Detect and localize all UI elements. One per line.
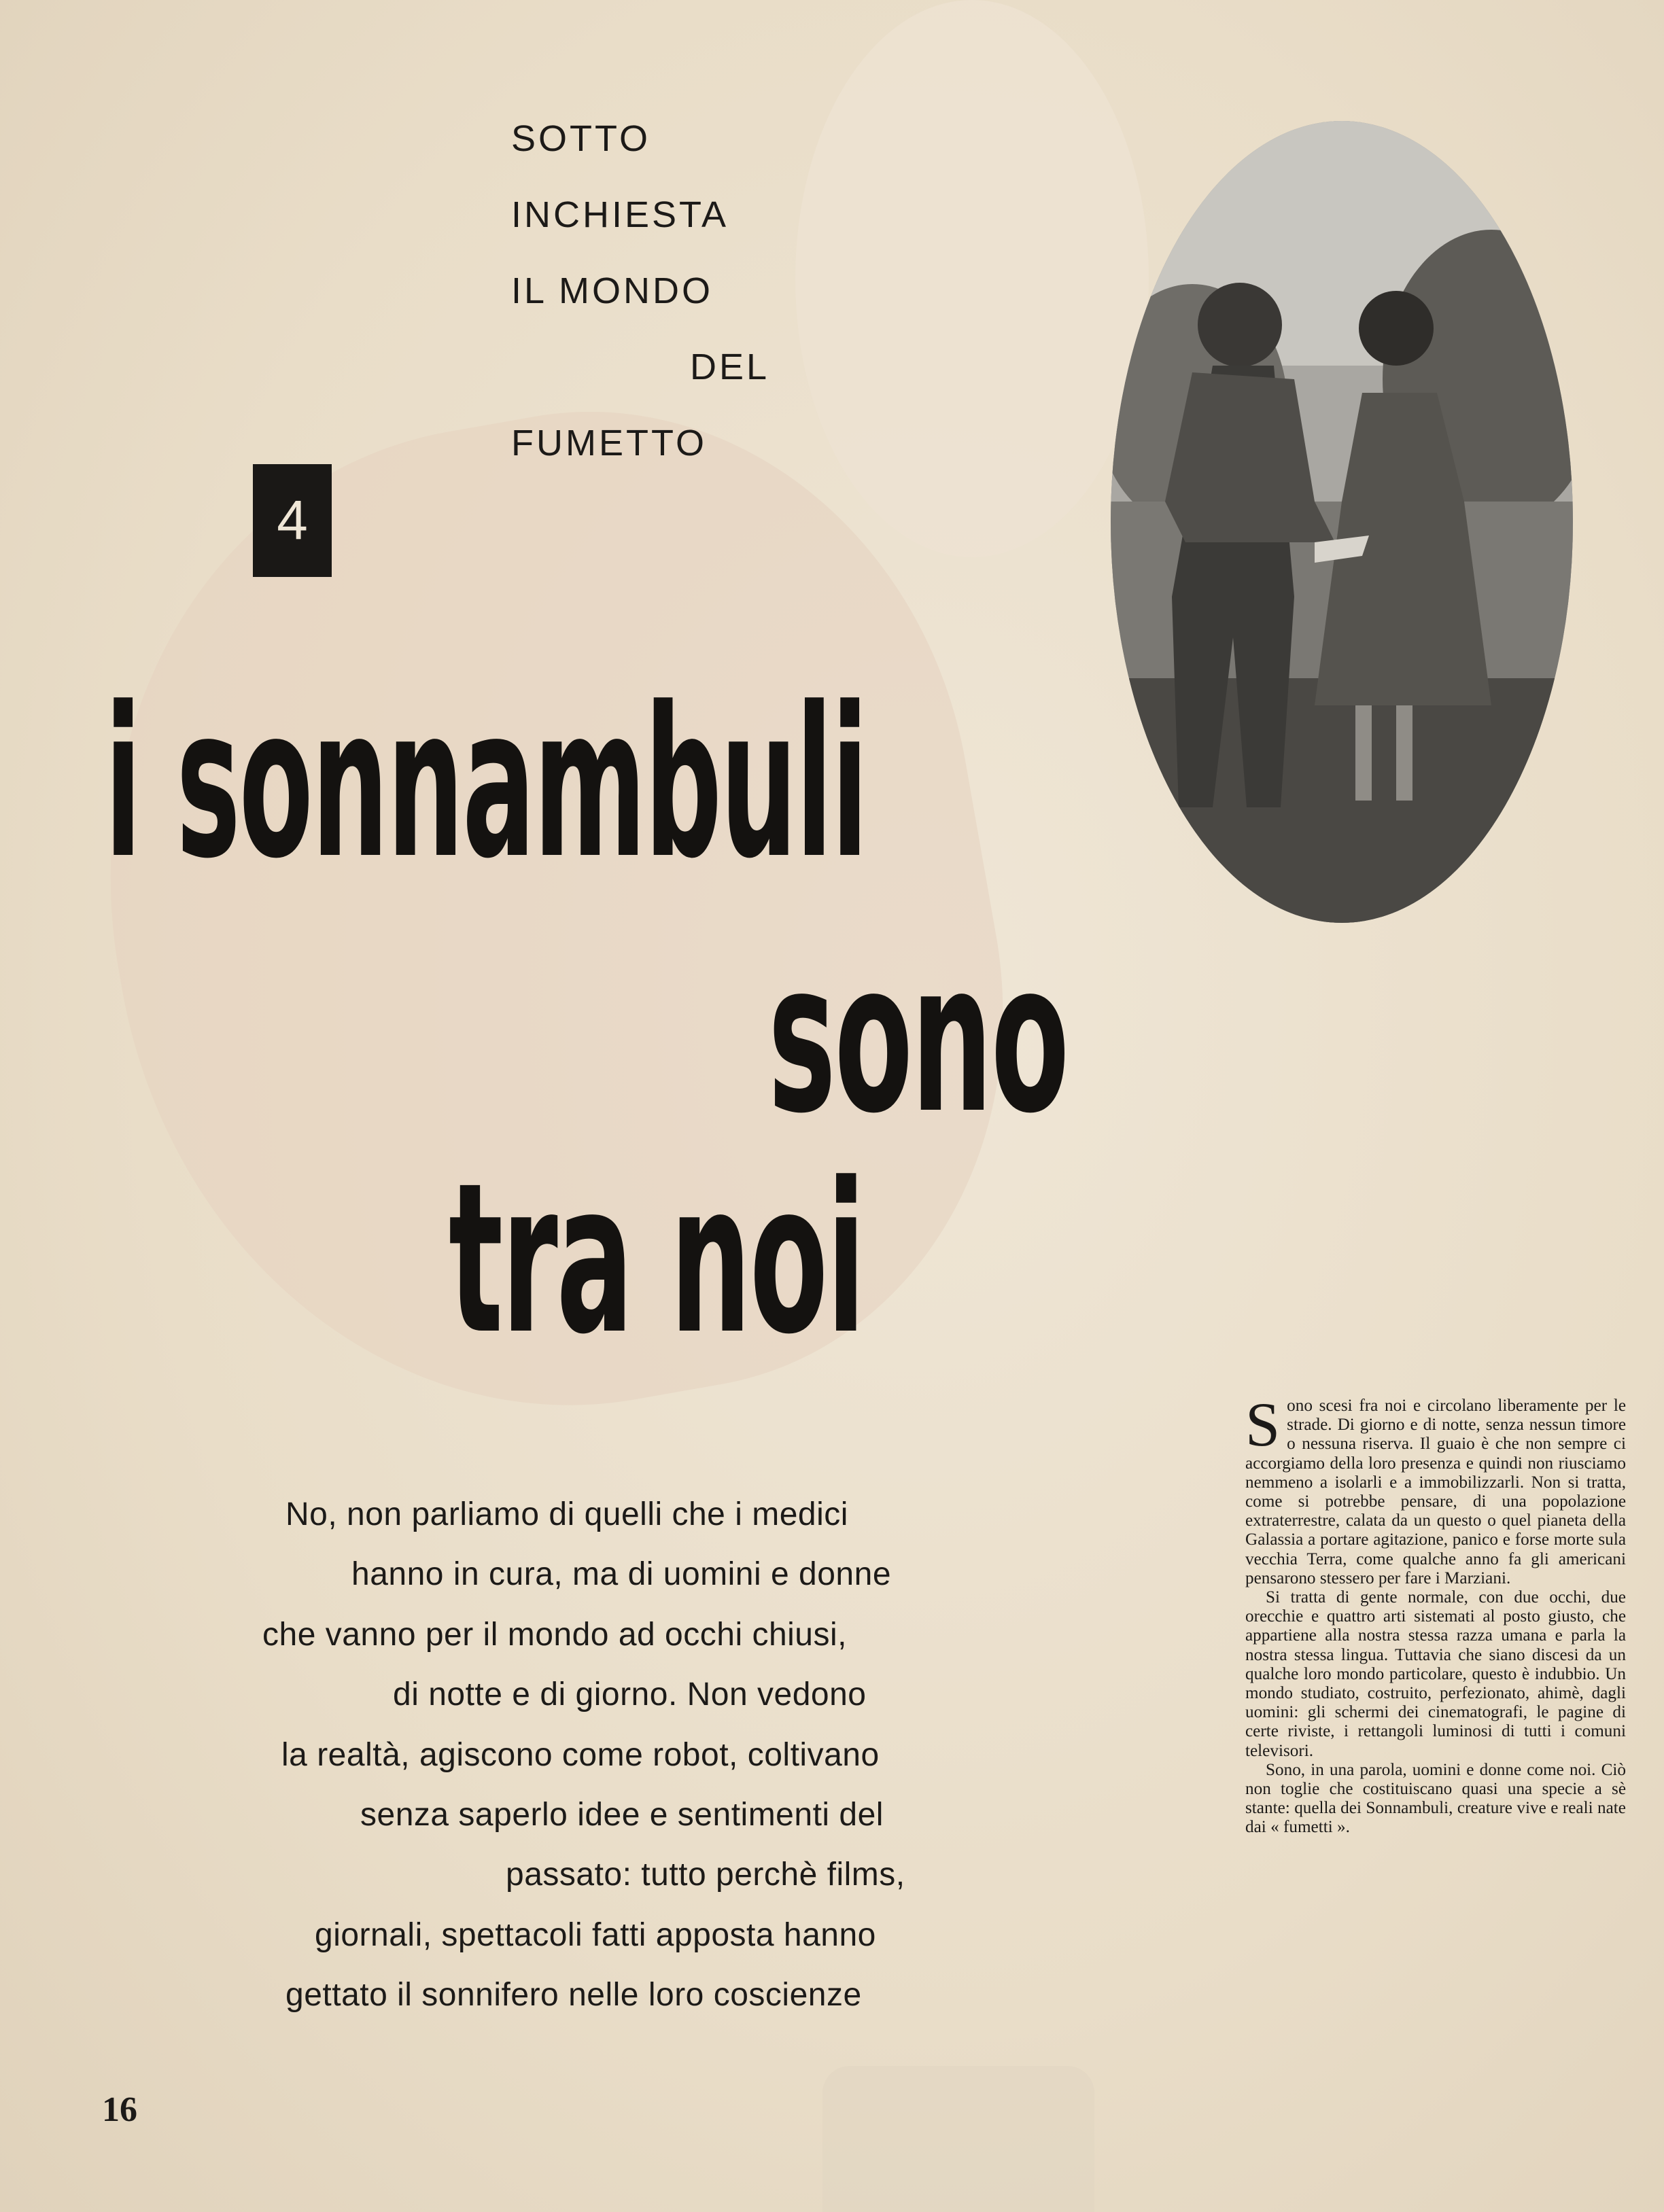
part-number-badge: 4 [253, 464, 332, 577]
body-paragraph: Sono, in una parola, uomini e donne come noi. Ciò non toglie che costituiscano quasi una specie a sè stante: quella dei Sonnambuli, creature vive e reali nate dai « fumetti ». [1245, 1760, 1626, 1837]
drop-cap: S [1245, 1390, 1281, 1459]
deck-line: passato: tutto perchè films, [506, 1857, 905, 1893]
deck-line: gettato il sonnifero nelle loro coscienze [285, 1977, 862, 2014]
kicker-line: FUMETTO [511, 423, 707, 463]
show-through-shape [822, 2066, 1094, 2212]
deck-line: hanno in cura, ma di uomini e donne [351, 1556, 892, 1593]
headline-line: i sonnambuli [105, 663, 867, 904]
couple-photo [1111, 121, 1573, 923]
kicker-line: DEL [689, 347, 769, 387]
article-body [1245, 1390, 1626, 1838]
kicker-line: IL MONDO [511, 270, 714, 311]
headline-line: tra noi [449, 1138, 865, 1380]
deck-line: la realtà, agiscono come robot, coltivano [281, 1736, 880, 1773]
deck-line: No, non parliamo di quelli che i medici [285, 1496, 848, 1532]
deck-line: di notte e di giorno. Non vedono [393, 1676, 867, 1713]
body-paragraph: Si tratta di gente normale, con due occhi, due orecchie e quattro arti sistemati al posto giusto, che appartiene alla nostra stessa razza umana e parla la nostra stessa lingua. Tuttavia che siano discesi da un qualche loro mondo particolare, questo è indubbio. Un mondo studiato, costruito, perfezionato, ahimè, dagli uomini: gli schermi dei cinematografi, le pagine di certe riviste, i rettangoli luminosi di tutti i comuni televisori. [1245, 1588, 1626, 1760]
headline-line: sono [768, 917, 1068, 1159]
body-paragraph [1245, 1390, 1626, 1588]
couple-photo-illustration [1111, 121, 1573, 923]
deck-line: che vanno per il mondo ad occhi chiusi, [262, 1616, 847, 1653]
deck-line: senza saperlo idee e sentimenti del [360, 1796, 884, 1833]
deck-line: giornali, spettacoli fatti apposta hanno [315, 1916, 876, 1953]
kicker-line: INCHIESTA [511, 194, 729, 235]
kicker-line: SOTTO [511, 118, 651, 159]
series-kicker [511, 101, 769, 481]
intro-deck [224, 1485, 986, 2026]
paragraph-text: ono scesi fra noi e circolano liberamente per le strade. Di giorno e di notte, senza nessun timore o nessuna riserva. Il guaio è che non sempre ci accorgiamo della loro presenza e quindi non riusciamo nemmeno a isolarli e a immobilizzarli. Non si tratta, come si potrebbe pensare, di una popolazione extraterrestre, calata da un questo o quel pianeta della Galassia a portare agitazione, panico e forse morte sula vecchia Terra, come qualche anno fa gli americani pensarono stessero per fare i Marziani. [1245, 1397, 1626, 1587]
show-through-face [795, 0, 1149, 557]
page-number: 16 [102, 2090, 137, 2129]
